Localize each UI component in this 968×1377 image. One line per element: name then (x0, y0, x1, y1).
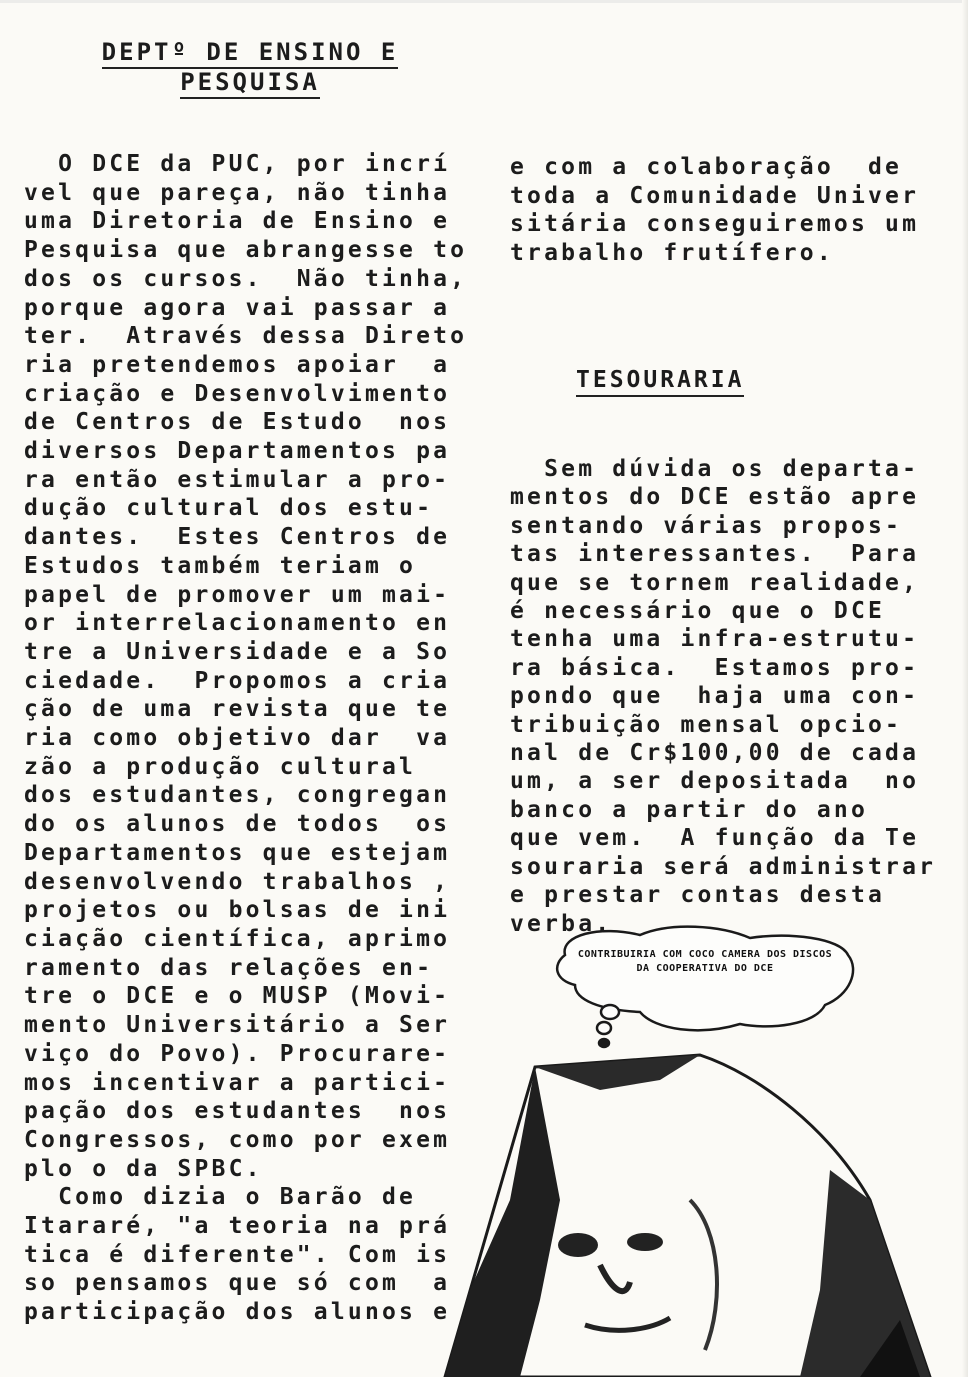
text-line: or interrelacionamento en (24, 610, 451, 637)
text-line: O DCE da PUC, por incrí (24, 151, 451, 177)
text-line: tenha uma infra-estrutu- (510, 626, 920, 653)
text-line: zão a produção cultural (24, 753, 417, 780)
text-line: desenvolvendo trabalhos , (24, 868, 451, 895)
text-line: dos os cursos. Não tinha, (24, 265, 468, 292)
text-line: pondo que haja uma con- (510, 683, 920, 710)
text-line: criação e Desenvolvimento (24, 380, 451, 407)
department-body-column (24, 150, 467, 1327)
text-line: Como dizia o Barão de (24, 1184, 417, 1211)
text-line: verba. (510, 910, 613, 937)
text-line: ria como objetivo dar va (24, 725, 451, 752)
text-line: uma Diretoria de Ensino e (24, 208, 451, 235)
text-line: Estudos também teriam o (24, 552, 417, 579)
text-line: banco a partir do ano (510, 796, 868, 823)
treasury-body (510, 455, 936, 938)
text-line: que vem. A função da Te (510, 825, 920, 852)
treasury-heading: TESOURARIA (576, 367, 744, 397)
text-line: dantes. Estes Centros de (24, 524, 451, 551)
text-line: nal de Cr$100,00 de cada (510, 740, 920, 767)
department-continuation (510, 153, 919, 268)
text-line: viço do Povo). Procurare- (24, 1040, 451, 1067)
text-line: Congressos, como por exem (24, 1126, 451, 1153)
text-line: mento Universitário a Ser (24, 1012, 451, 1039)
text-line: sentando várias propos- (510, 512, 903, 539)
text-line: porque agora vai passar a (24, 294, 451, 321)
text-line: é necessário que o DCE (510, 598, 886, 625)
text-line: tica é diferente". Com is (24, 1241, 451, 1268)
department-title-line2: PESQUISA (60, 67, 440, 97)
text-line: ciação científica, aprimo (24, 925, 451, 952)
text-line: souraria será administrar (510, 853, 937, 880)
text-line: tribuição mensal opcio- (510, 711, 903, 738)
text-line: e prestar contas desta (510, 882, 886, 909)
text-line: Sem dúvida os departa- (510, 456, 920, 482)
text-line: ter. Através dessa Direto (24, 323, 468, 350)
text-line: mentos do DCE estão apre (510, 484, 920, 511)
text-line: trabalho frutífero. (510, 240, 834, 267)
text-line: ramento das relações en- (24, 954, 434, 981)
text-line: plo o da SPBC. (24, 1155, 263, 1182)
text-line: projetos ou bolsas de ini (24, 897, 451, 924)
text-line: que se tornem realidade, (510, 569, 920, 596)
text-line: ra básica. Estamos pro- (510, 654, 920, 681)
text-line: tre o DCE e o MUSP (Movi- (24, 983, 451, 1010)
text-line: Pesquisa que abrangesse to (24, 237, 468, 264)
text-line: vel que pareça, não tinha (24, 179, 451, 206)
text-line: toda a Comunidade Univer (510, 182, 920, 209)
text-line: um, a ser depositada no (510, 768, 920, 795)
text-line: de Centros de Estudo nos (24, 409, 451, 436)
text-line: so pensamos que só com a (24, 1270, 451, 1297)
text-line: papel de promover um mai- (24, 581, 451, 608)
thought-bubble (557, 927, 853, 1047)
text-line: ciedade. Propomos a cria (24, 667, 451, 694)
text-line: ra então estimular a pro- (24, 466, 451, 493)
text-line: do os alunos de todos os (24, 811, 451, 838)
text-line: pação dos estudantes nos (24, 1098, 451, 1125)
text-line: Departamentos que estejam (24, 839, 451, 866)
thought-bubble-text: CONTRIBUIRIA COM COCO CAMERA DOS DISCOS DA COOPERATIVA DO DCE (577, 949, 833, 974)
text-line: dução cultural dos estu- (24, 495, 434, 522)
text-line: diversos Departamentos pa (24, 438, 451, 465)
text-line: dos estudantes, congregan (24, 782, 451, 809)
text-line: e com a colaboração de (510, 154, 903, 180)
text-line: ria pretendemos apoiar a (24, 351, 451, 378)
text-line: sitária conseguiremos um (510, 211, 920, 238)
text-line: participação dos alunos e (24, 1299, 451, 1326)
text-line: tre a Universidade e a So (24, 638, 451, 665)
text-line: mos incentivar a partici- (24, 1069, 451, 1096)
text-line: tas interessantes. Para (510, 541, 920, 568)
text-line: ção de uma revista que te (24, 696, 451, 723)
portrait-figure (445, 1055, 930, 1377)
text-line: Itararé, "a teoria na prá (24, 1213, 451, 1240)
department-title-line1: DEPTº DE ENSINO E (60, 37, 440, 67)
